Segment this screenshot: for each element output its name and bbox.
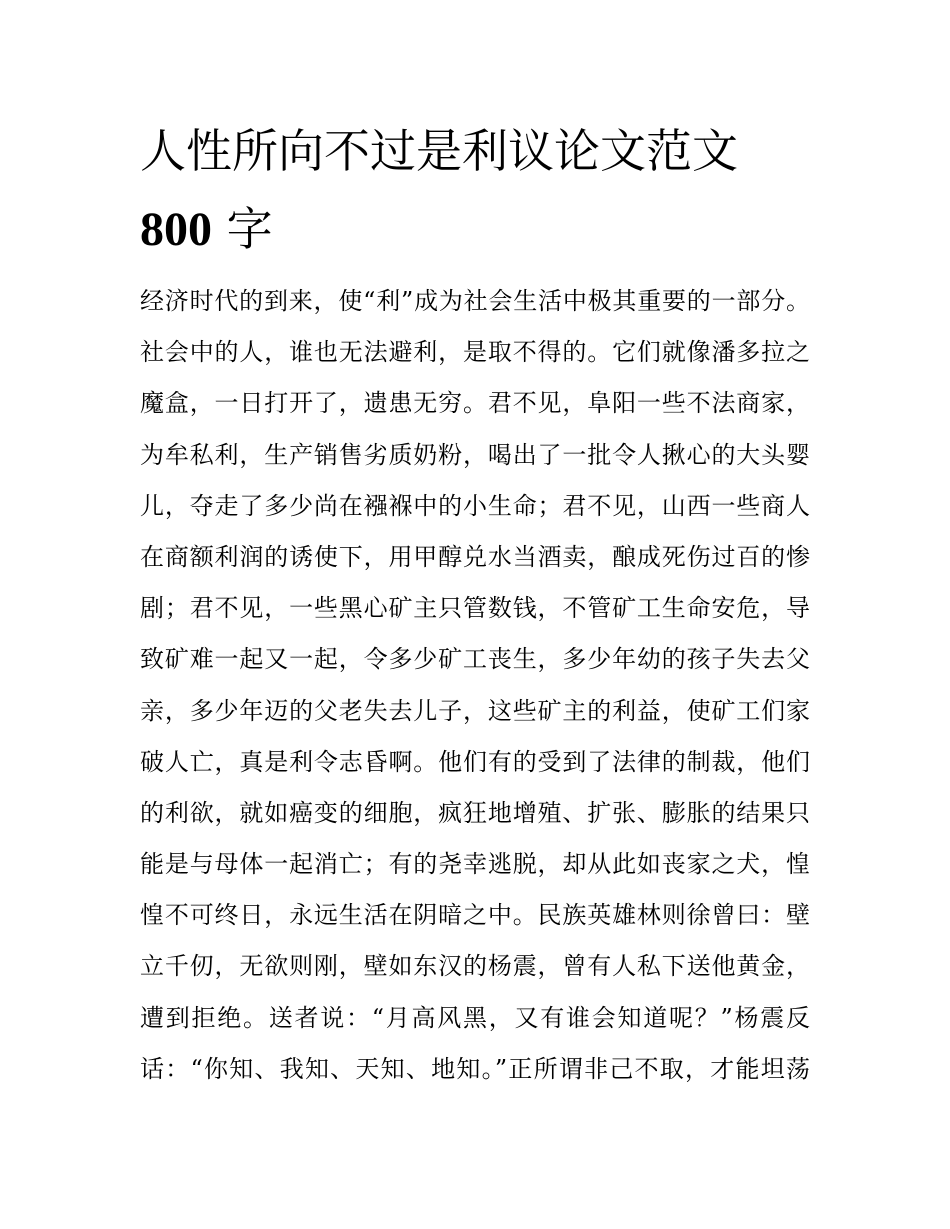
document-title bbox=[140, 112, 820, 268]
paragraph-line: 魔盒，一日打开了，遗患无穷。君不见，阜阳一些不法商家， bbox=[140, 389, 810, 418]
paragraph-line: 经济时代的到来，使“利”成为社会生活中极其重要的一部分。 bbox=[140, 287, 810, 315]
title-number: 800 bbox=[140, 203, 212, 256]
paragraph-line: 亲，多少年迈的父老失去儿子，这些矿主的利益，使矿工们家 bbox=[140, 696, 810, 725]
body-paragraph bbox=[140, 276, 820, 1095]
paragraph-line: 能是与母体一起消亡；有的尧幸逃脱，却从此如丧家之犬，惶 bbox=[140, 850, 810, 879]
paragraph-line: 社会中的人，谁也无法避利，是取不得的。它们就像潘多拉之 bbox=[140, 338, 810, 367]
paragraph-line: 破人亡，真是利令志昏啊。他们有的受到了法律的制裁，他们 bbox=[140, 747, 810, 776]
paragraph-line: 在商额利润的诱使下，用甲醇兑水当酒卖，酿成死伤过百的惨 bbox=[140, 542, 810, 571]
paragraph-line: 遭到拒绝。送者说：“月高风黑，又有谁会知道呢？”杨震反 bbox=[140, 1003, 810, 1032]
title-line-2 bbox=[140, 190, 820, 268]
paragraph-line: 惶不可终日，永远生活在阴暗之中。民族英雄林则徐曾曰：壁 bbox=[140, 901, 810, 930]
paragraph-line: 剧；君不见，一些黑心矿主只管数钱，不管矿工生命安危，导 bbox=[140, 594, 810, 623]
title-suffix: 字 bbox=[226, 202, 273, 256]
paragraph-line: 立千仞，无欲则刚，壁如东汉的杨震，曾有人私下送他黄金， bbox=[140, 952, 810, 981]
paragraph-line: 的利欲，就如癌变的细胞，疯狂地增殖、扩张、膨胀的结果只 bbox=[140, 798, 810, 827]
paragraph-line: 为牟私利，生产销售劣质奶粉，喝出了一批令人揪心的大头婴 bbox=[140, 440, 810, 469]
paragraph-line: 致矿难一起又一起，令多少矿工丧生，多少年幼的孩子失去父 bbox=[140, 645, 810, 674]
paragraph-line: 话：“你知、我知、天知、地知。”正所谓非己不取，才能坦荡 bbox=[140, 1054, 810, 1083]
paragraph-line: 儿，夺走了多少尚在襁褓中的小生命；君不见，山西一些商人 bbox=[140, 491, 810, 520]
title-line-1: 人性所向不过是利议论文范文 bbox=[140, 124, 738, 178]
